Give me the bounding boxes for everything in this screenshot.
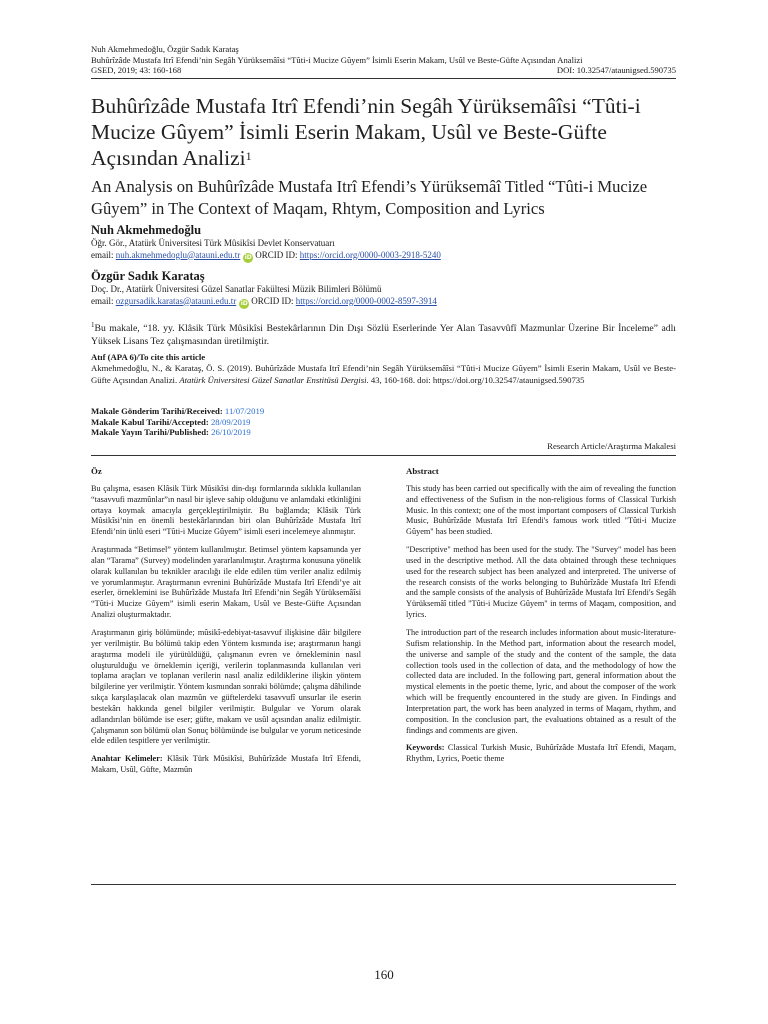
oz-keywords bbox=[91, 754, 361, 776]
running-head-doi: DOI: 10.32547/ataunigsed.590735 bbox=[556, 65, 676, 75]
orcid-link[interactable]: https://orcid.org/0000-0002-8597-3914 bbox=[295, 295, 437, 306]
title-footnote-mark: 1 bbox=[245, 149, 252, 163]
published-label: Makale Yayın Tarihi/Published: bbox=[91, 427, 209, 438]
author-block-1 bbox=[91, 222, 681, 263]
oz-heading: Öz bbox=[91, 466, 102, 476]
citation-text-end: . 43, 160-168. doi: https://doi.org/10.32547/ataunigsed.590735 bbox=[366, 374, 585, 385]
running-head-volume: GSED, 2019; 43: 160-168 bbox=[91, 65, 182, 75]
orcid-link[interactable]: https://orcid.org/0000-0003-2918-5240 bbox=[299, 249, 441, 260]
abstract-paragraph: The introduction part of the research includes information about music-literature-Sufism relationship. In the Method part, information about the research model, the universe and sample of the study and the content of the sample, the data collection tools used in the collection of data, and the methodology of how the collected data are included. In the following part, general information about the mystical elements in the poetic theme, lyric, and about the composer of the work which will be frequently encountered in the study are given. In Findings and Interpretation part, the work has been analyzed in terms of Maqam, rhythm, and composition. In the conclusion part, the evaluations obtained as a result of the findings and comments are given. bbox=[406, 627, 676, 735]
citation-text: Akmehmedoğlu, N., & Karataş, Ö. S. (2019). Buhûrîzâde Mustafa Itrî Efendi’nin Segâh Yürüksemâîsi “Tûti-i Mucize Gûyem” İsimli Eserin Makam, Usûl ve Beste-Güfte Açısından Analizi. bbox=[91, 363, 676, 385]
accepted-label: Makale Kabul Tarihi/Accepted: bbox=[91, 416, 209, 427]
orcid-icon: iD bbox=[240, 299, 248, 307]
footnote-mark: 1 bbox=[91, 321, 95, 329]
abstract-keywords bbox=[406, 743, 676, 765]
received-date: 11/07/2019 bbox=[224, 406, 265, 416]
section-divider bbox=[91, 455, 676, 456]
page-number: 160 bbox=[374, 967, 394, 982]
abstract-keywords-label: Keywords: bbox=[406, 743, 445, 753]
oz-keywords-label: Anahtar Kelimeler: bbox=[91, 754, 163, 764]
article-title-english: An Analysis on Buhûrîzâde Mustafa Itrî Efendi’s Yürüksemâî Titled “Tûti-i Mucize Gûyem” in The Context of Maqam, Rhtym, Composition and Lyrics bbox=[91, 177, 648, 218]
author-affiliation: Öğr. Gör., Atatürk Üniversitesi Türk Mûsikîsi Devlet Konservatuarı bbox=[91, 238, 335, 248]
footer-divider bbox=[91, 884, 676, 885]
author-email-link[interactable]: nuh.akmehmedoglu@atauni.edu.tr bbox=[115, 249, 241, 260]
citation-journal: Atatürk Üniversitesi Güzel Sanatlar Enstitüsü Dergisi bbox=[179, 374, 367, 385]
running-head bbox=[91, 44, 676, 76]
author-affiliation: Doç. Dr., Atatürk Üniversitesi Güzel Sanatlar Fakültesi Müzik Bilimleri Bölümü bbox=[91, 284, 382, 294]
footnote-text: Bu makale, “18. yy. Klâsik Türk Mûsikîsi Bestekârlarının Din Dışı Sözlü Eserlerinde Yer Alan Tasavvûfî Mazmunlar Üzerine Bir İnceleme” adlı Yüksek Lisans Tez çalışmasından üretilmiştir. bbox=[91, 323, 676, 348]
abstract-keywords-text: Classical Turkish Music, Buhûrîzâde Mustafa Itrî Efendi, Maqam, Rhythm, Lyrics, Poetic theme bbox=[406, 743, 677, 764]
abstract-heading: Abstract bbox=[406, 466, 439, 476]
orcid-label: ORCID ID: bbox=[251, 295, 294, 306]
title-footnote bbox=[91, 319, 676, 348]
article-type: Research Article/Araştırma Makalesi bbox=[547, 441, 676, 451]
running-head-authors: Nuh Akmehmedoğlu, Özgür Sadık Karataş bbox=[91, 44, 239, 54]
oz-keywords-text: Klâsik Türk Mûsikîsi, Buhûrîzâde Mustafa Itrî Efendi, Makam, Usûl, Güfte, Mazmûn bbox=[91, 754, 361, 775]
citation-block bbox=[91, 352, 676, 386]
article-title-turkish bbox=[91, 93, 681, 171]
published-date: 26/10/2019 bbox=[211, 427, 251, 438]
author-block-2 bbox=[91, 268, 681, 309]
running-head-title: Buhûrîzâde Mustafa Itrî Efendi’nin Segâh Yürüksemâîsi “Tûti-i Mucize Gûyem” İsimli Eserin Makam, Usûl ve Beste-Güfte Açısından Analizi bbox=[91, 54, 583, 65]
orcid-label: ORCID ID: bbox=[255, 249, 298, 260]
citation-label: Atıf (APA 6)/To cite this article bbox=[91, 352, 206, 362]
oz-paragraph: Araştırmada “Betimsel” yöntem kullanılmıştır. Betimsel yöntem kapsamında yer alan “Tarama” (Survey) modelinden yararlanılmıştır. Araştırma konusuna yönelik olarak kullanılan bu teknikler aracılığı ile elde edilen tüm veriler analiz edilmiş ve yorumlanmıştır. Araştırmanın evrenini Buhûrîzâde Mustafa Itrî Efendi’ye ait eserler, örneklemini ise Buhûrîzâde Mustafa Itrî Efendi’nin Segâh Yürüksemâîsi “Tûti-i Mucize Gûyem” isimli eserin Makam, Usûl ve Beste-Güfte Açısından Analizi oluşturmaktadır. bbox=[91, 545, 361, 620]
abstract-column bbox=[406, 466, 676, 772]
oz-paragraph: Araştırmanın giriş bölümünde; mûsikî-edebiyat-tasavvuf ilişkisine dâir bilgilere yer verilmiştir. Bu bölümü takip eden Yöntem kısmında ise; araştırmanın hangi araştırma modeli ile yürütüldüğü, çalışmanın evren ve örnekleminin nasıl oluşturulduğu ve örneklemin içeriği, verilerin toplanmasında kullanılan veri toplama araçları ve toplanan verilerin nasıl analiz edildiklerine ilişkin yöntem bilgilerine yer verilmiştir. Yöntem kısmından sonraki bölümde; çalışma dâhilinde sıkça karşılaşılacak olan mazmûn ve güftelerdeki tasavvufî unsurlar ile eserin bestekârı hakkında genel bilgiler verilmiştir. Bulgular ve Yorum olarak adlandırılan bölümde ise eser; güfte, makam ve usûl açısından analiz edilmiştir. Çalışmanın son bölümü olan Sonuç bölümünde ise bulgular ve yorum neticesinde elde edilen tespitlere yer verilmiştir. bbox=[91, 627, 361, 746]
received-label: Makale Gönderim Tarihi/Received: bbox=[91, 406, 223, 416]
oz-column bbox=[91, 466, 361, 783]
author-name: Özgür Sadık Karataş bbox=[91, 269, 205, 283]
author-email-link[interactable]: ozgursadik.karatas@atauni.edu.tr bbox=[115, 295, 237, 306]
abstract-paragraph: This study has been carried out specifically with the aim of revealing the function and effectiveness of the Sufism in the non-religious forms of Classical Turkish Music. In this context; one of the most important composers of Classical Turkish Music, Buhûrîzâde Mustafa Itrî Efendi's famous work titled "Tûti-i Mucize Gûyem" has been studied. bbox=[406, 483, 676, 537]
header-divider bbox=[91, 78, 676, 79]
orcid-icon: iD bbox=[244, 253, 252, 261]
abstract-paragraph: "Descriptive" method has been used for the study. The "Survey" model has been used in the descriptive method. All the data obtained through these techniques used for the research subject has been analyzed and interpreted. The universe of the research consists of the works belonging to Buhûrîzâde Mustafa Itrî Efendi and the sample consists of the analysis of Buhûrîzâde Mustafa Itrî Efendi's Segâh Yürüksemâî titled "Tûti-i Mucize Gûyem" in terms of Maqam, composition, and lyrics. bbox=[406, 545, 676, 620]
title-tr-text: Buhûrîzâde Mustafa Itrî Efendi’nin Segâh Yürüksemâîsi “Tûti-i Mucize Gûyem” İsimli Eserin Makam, Usûl ve Beste-Güfte Açısından Analizi bbox=[91, 94, 641, 170]
article-dates bbox=[91, 406, 676, 438]
email-label: email: bbox=[91, 295, 114, 306]
email-label: email: bbox=[91, 249, 114, 260]
oz-paragraph: Bu çalışma, esasen Klâsik Türk Mûsikîsi din-dışı formlarında sıklıkla kullanılan “tasavvufi mazmûnlar”ın nasıl bir işleve sahip olduğunu ve anlamdaki etkinliğini ortaya koymak amacıyla gerçekleştirilmiştir. Bu bağlamda; Klâsik Türk Mûsikîsi’nin en önemli bestekârlarından biri olan Buhûrîzâde Mustafa Itrî Efendi’nin ünlü eseri “Tûti-i Mucize Gûyem” isimli eseri incelemeye alınmıştır. bbox=[91, 483, 361, 537]
author-name: Nuh Akmehmedoğlu bbox=[91, 223, 202, 237]
accepted-date: 28/09/2019 bbox=[210, 416, 251, 427]
